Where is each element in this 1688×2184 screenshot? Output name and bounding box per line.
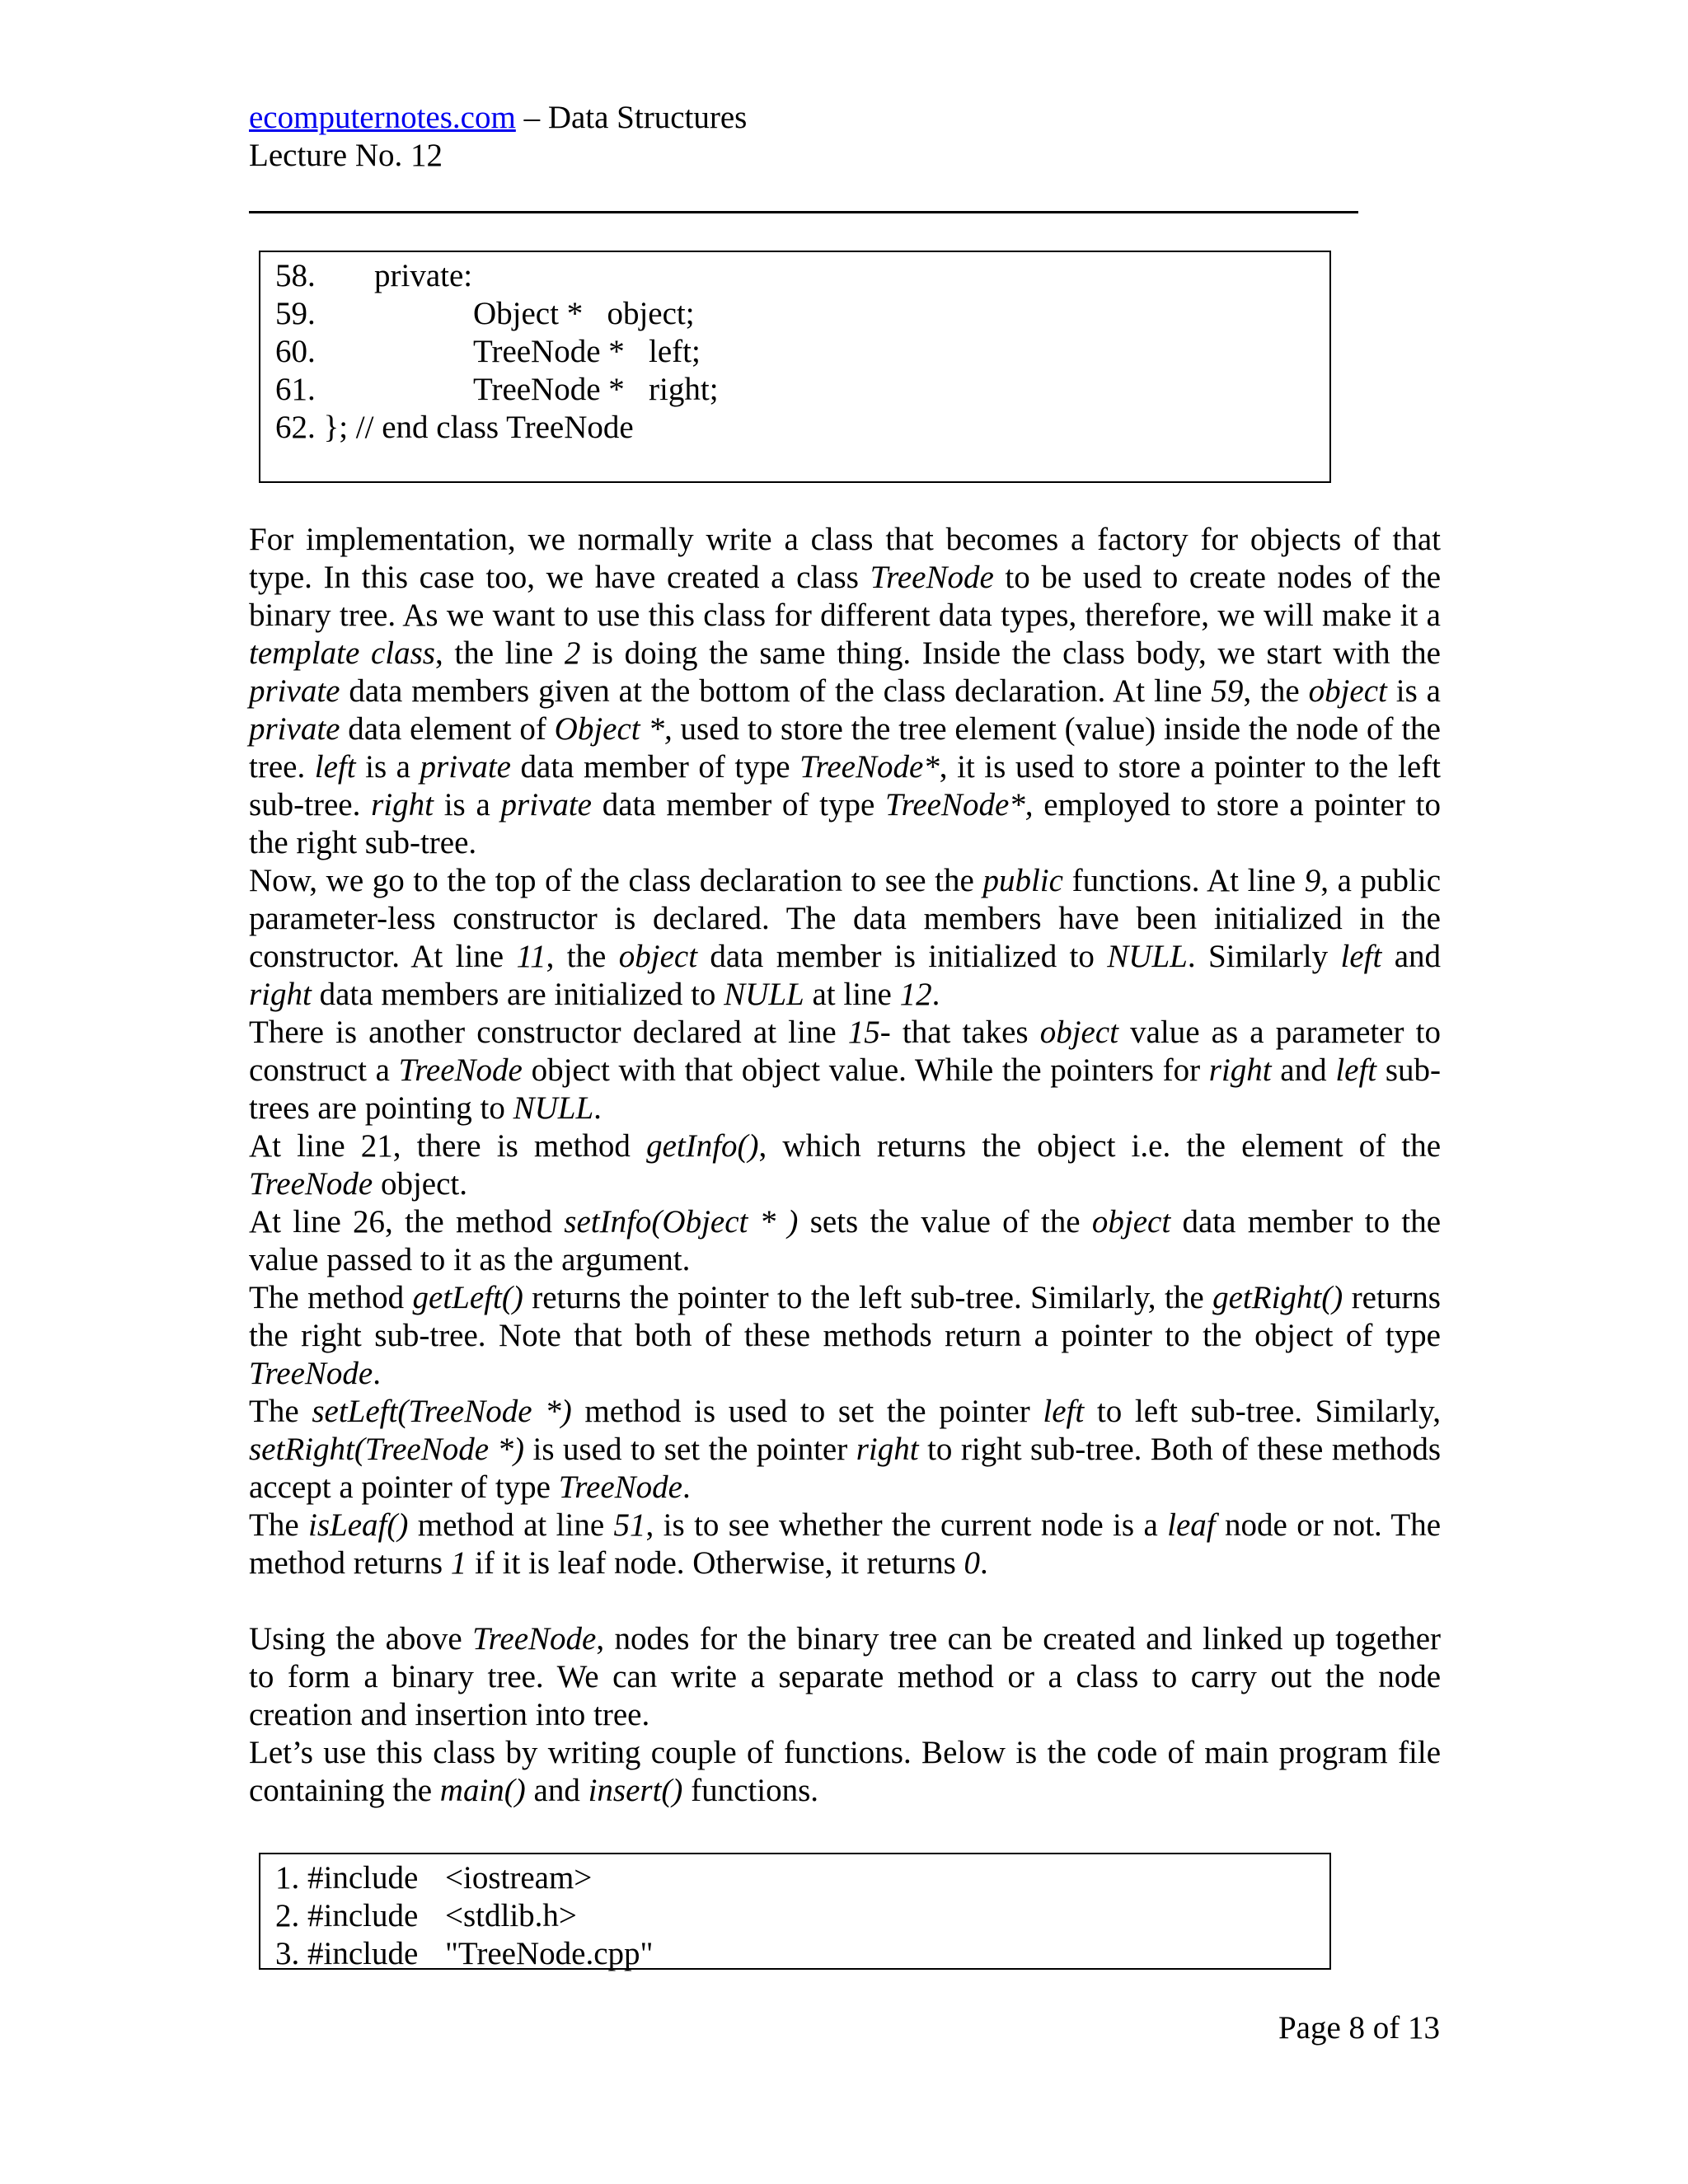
text-run: Now, we go to the top of the class declaration to see the xyxy=(249,863,983,898)
italic-term: left xyxy=(1340,939,1382,974)
text-run: data member of type xyxy=(510,749,800,785)
paragraph xyxy=(249,1393,1441,1507)
text-run: and xyxy=(1381,939,1442,974)
text-run: . xyxy=(373,1356,381,1391)
code-text: "TreeNode.cpp" xyxy=(445,1936,654,1971)
italic-term: isLeaf() xyxy=(308,1507,409,1543)
text-run: method at line xyxy=(408,1507,614,1543)
italic-term: TreeNode xyxy=(249,1356,373,1391)
code-line-number: 58. xyxy=(275,258,316,293)
code-line-number: 3. #include xyxy=(275,1936,419,1971)
text-run: and xyxy=(525,1773,588,1808)
italic-term: setLeft(TreeNode *) xyxy=(312,1394,572,1429)
italic-term: TreeNode xyxy=(558,1469,682,1505)
italic-term: NULL xyxy=(724,977,804,1012)
italic-term: Object *, xyxy=(554,711,673,747)
body-text xyxy=(249,521,1441,1810)
italic-term: right xyxy=(371,787,434,823)
text-run: is a xyxy=(433,787,501,823)
italic-term: TreeNode* xyxy=(799,749,940,785)
text-run: , it is used to store a pointer to the left sub-tree. xyxy=(249,749,1441,823)
text-run: There is another constructor declared at line xyxy=(249,1015,848,1050)
italic-term: 0 xyxy=(964,1545,981,1581)
italic-term: 15 xyxy=(847,1015,880,1050)
text-run: sets the value of the xyxy=(798,1204,1092,1240)
text-run: . xyxy=(593,1090,602,1126)
text-run: is used to set the pointer xyxy=(524,1432,856,1467)
paragraph xyxy=(249,1279,1441,1393)
text-run: data member of type xyxy=(591,787,886,823)
text-run: The xyxy=(249,1394,312,1429)
italic-term: TreeNode xyxy=(870,560,994,595)
italic-term: object xyxy=(618,939,698,974)
code-text: <iostream> xyxy=(445,1860,593,1896)
code-line xyxy=(275,1935,1329,1973)
italic-term: 51 xyxy=(613,1507,646,1543)
code-line xyxy=(275,333,1329,371)
text-run: , which returns the object i.e. the element of the xyxy=(758,1128,1442,1164)
text-run: , a public parameter-less constructor is declared. The data members have been initialized in the constructor. At line xyxy=(249,863,1442,974)
italic-term: private xyxy=(249,711,340,747)
italic-term: left xyxy=(314,749,356,785)
page-number: Page 8 of 13 xyxy=(1278,2010,1440,2046)
italic-term: private xyxy=(500,787,592,823)
code-line xyxy=(275,1897,1329,1935)
italic-term: TreeNode xyxy=(398,1052,523,1088)
paragraph xyxy=(249,1734,1441,1810)
text-run: returns the right sub-tree. Note that both of these methods return a pointer to the object of type xyxy=(249,1280,1441,1353)
text-run: data member is initialized to xyxy=(697,939,1108,974)
text-run: Let’s use this class by writing couple of functions. Below is the code of main program file containing the xyxy=(249,1735,1441,1808)
text-run: The method xyxy=(249,1280,413,1315)
site-link[interactable]: ecomputernotes.com xyxy=(249,100,516,135)
text-run: Using the above xyxy=(249,1621,473,1657)
text-run: is a xyxy=(355,749,420,785)
text-run: data member to the value passed to it as the argument. xyxy=(249,1204,1442,1277)
italic-term: template class xyxy=(249,635,435,671)
italic-term: right xyxy=(856,1432,919,1467)
code-line-number: 59. xyxy=(275,296,316,331)
header-title-line xyxy=(249,99,747,137)
code-line-number: 1. #include xyxy=(275,1860,419,1896)
text-run: sub-trees are pointing to xyxy=(249,1052,1441,1126)
text-run: object. xyxy=(373,1166,468,1202)
code-line xyxy=(275,409,1329,447)
text-run: data element of xyxy=(340,711,555,747)
paragraph xyxy=(249,1127,1441,1203)
text-run: . xyxy=(931,977,940,1012)
text-run: employed to store a pointer to the right sub-tree. xyxy=(249,787,1441,860)
text-run: if it is leaf node. Otherwise, it returns xyxy=(467,1545,964,1581)
paragraph xyxy=(249,1203,1441,1279)
lecture-label: Lecture No. 12 xyxy=(249,138,443,173)
text-run: to right sub-tree. Both of these methods accept a pointer of type xyxy=(249,1432,1441,1505)
paragraph xyxy=(249,1014,1441,1127)
code-text: TreeNode * right; xyxy=(473,372,719,407)
italic-term: public xyxy=(982,863,1063,898)
text-run: , the xyxy=(1243,673,1309,709)
page-header xyxy=(249,99,747,175)
code-line-number: 62. }; // end class TreeNode xyxy=(275,410,634,445)
text-run: The xyxy=(249,1507,309,1543)
text-run: method is used to set the pointer xyxy=(571,1394,1043,1429)
text-run: is a xyxy=(1386,673,1441,709)
italic-term: private xyxy=(249,673,340,709)
italic-term: private xyxy=(420,749,511,785)
code-line xyxy=(275,257,1329,295)
code-text: Object * object; xyxy=(473,296,695,331)
italic-term: left xyxy=(1335,1052,1377,1088)
italic-term: right xyxy=(1208,1052,1272,1088)
text-run: is doing the same thing. Inside the class body, we start with the xyxy=(580,635,1441,671)
italic-term: 11 xyxy=(516,939,546,974)
text-run: node or not. The method returns xyxy=(249,1507,1442,1581)
italic-term: getRight() xyxy=(1212,1280,1343,1315)
italic-term: TreeNode*, xyxy=(885,787,1034,823)
text-run: At line 21, there is method xyxy=(249,1128,647,1164)
text-run: For implementation, we normally write a class that becomes a factory for objects of that type. In this case too, we have created a class xyxy=(249,522,1441,595)
paragraph xyxy=(249,521,1441,862)
text-run: and xyxy=(1271,1052,1336,1088)
italic-term: main() xyxy=(439,1773,526,1808)
paragraph xyxy=(249,1507,1441,1582)
code-block-bottom xyxy=(259,1853,1331,1970)
italic-term: setInfo(Object * ) xyxy=(564,1204,799,1240)
text-run: . xyxy=(682,1469,691,1505)
paragraph-gap xyxy=(249,1582,1441,1620)
italic-term: getInfo() xyxy=(646,1128,759,1164)
italic-term: insert() xyxy=(588,1773,683,1808)
paragraph xyxy=(249,862,1441,1014)
code-text: TreeNode * left; xyxy=(473,334,701,369)
italic-term: NULL xyxy=(1107,939,1188,974)
text-run: , the line xyxy=(434,635,565,671)
paragraph xyxy=(249,1620,1441,1734)
italic-term: TreeNode xyxy=(472,1621,597,1657)
text-run: returns the pointer to the left sub-tree. Similarly, the xyxy=(523,1280,1213,1315)
text-run: , nodes for the binary tree can be created and linked up together to form a binary tree. We can write a separate method or a class to carry out the node creation and insertion into tree. xyxy=(249,1621,1441,1732)
italic-term: NULL xyxy=(513,1090,594,1126)
text-run: used to store the tree element (value) inside the node of the tree. xyxy=(249,711,1441,785)
italic-term: setRight(TreeNode *) xyxy=(249,1432,524,1467)
italic-term: TreeNode xyxy=(249,1166,373,1202)
text-run: data members given at the bottom of the class declaration. At line xyxy=(340,673,1212,709)
italic-term: left xyxy=(1043,1394,1085,1429)
text-run: At line 26, the method xyxy=(249,1204,565,1240)
italic-term: 9 xyxy=(1304,863,1321,898)
code-line xyxy=(275,371,1329,409)
text-run: value as a parameter to construct a xyxy=(249,1015,1441,1088)
text-run: to left sub-tree. Similarly, xyxy=(1084,1394,1442,1429)
text-run: - that takes xyxy=(879,1015,1040,1050)
code-line xyxy=(275,295,1329,333)
italic-term: right xyxy=(249,977,312,1012)
code-block-top xyxy=(259,251,1331,483)
text-run: data members are initialized to xyxy=(311,977,724,1012)
code-text: private: xyxy=(374,258,473,293)
italic-term: 12 xyxy=(899,977,932,1012)
italic-term: leaf xyxy=(1167,1507,1216,1543)
code-line-number: 61. xyxy=(275,372,316,407)
code-line-number: 60. xyxy=(275,334,316,369)
text-run: functions. xyxy=(682,1773,819,1808)
italic-term: object xyxy=(1308,673,1387,709)
text-run: , the xyxy=(546,939,619,974)
text-run: functions. At line xyxy=(1062,863,1305,898)
header-title: – Data Structures xyxy=(515,100,748,135)
code-text: <stdlib.h> xyxy=(445,1898,577,1933)
code-line-number: 2. #include xyxy=(275,1898,419,1933)
italic-term: 1 xyxy=(450,1545,467,1581)
italic-term: object xyxy=(1091,1204,1171,1240)
italic-term: getLeft() xyxy=(412,1280,523,1315)
italic-term: 2 xyxy=(564,635,581,671)
code-line xyxy=(275,1859,1329,1897)
italic-term: object xyxy=(1039,1015,1118,1050)
text-run: , is to see whether the current node is a xyxy=(645,1507,1168,1543)
italic-term: 59 xyxy=(1211,673,1244,709)
text-run: at line xyxy=(804,977,900,1012)
text-run: . Similarly xyxy=(1187,939,1341,974)
text-run: . xyxy=(980,1545,988,1581)
text-run: to be used to create nodes of the binary tree. As we want to use this class for different data types, therefore, we will make it a xyxy=(249,560,1442,633)
header-divider xyxy=(249,211,1358,213)
text-run: object with that object value. While the pointers for xyxy=(522,1052,1209,1088)
